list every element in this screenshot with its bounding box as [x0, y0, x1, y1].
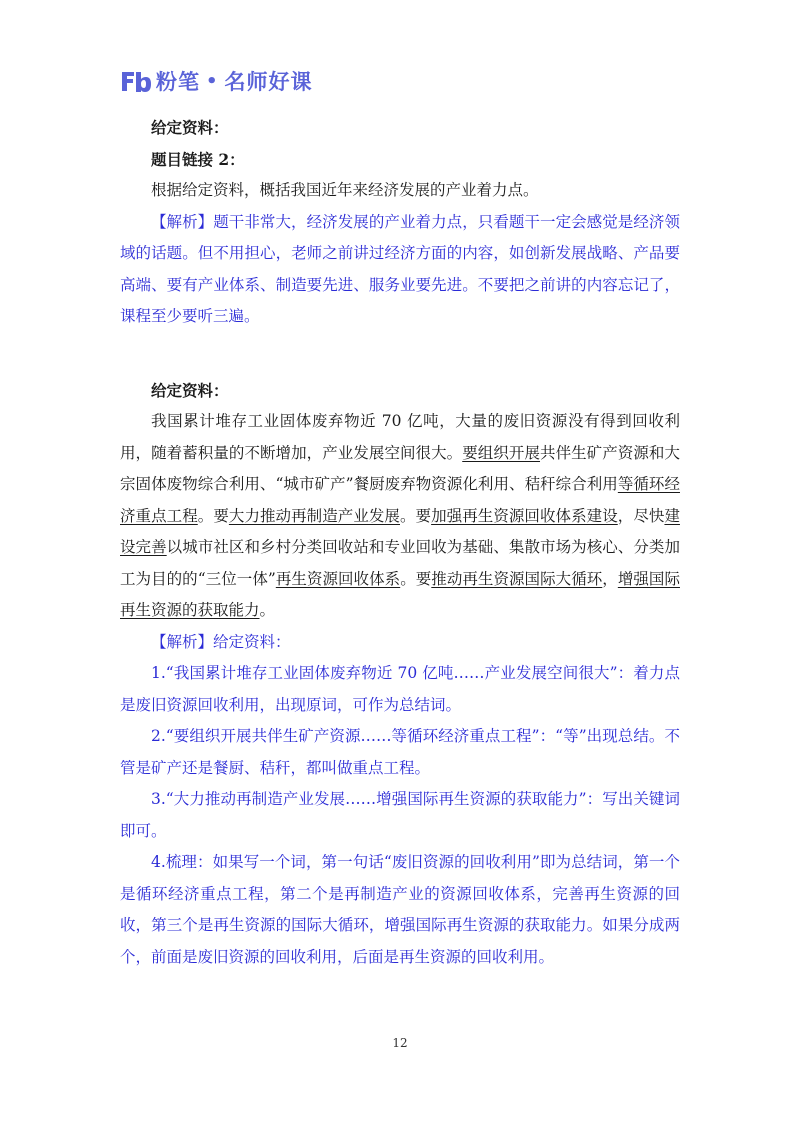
material-text: 我国累计堆存工业固体废弃物近 70 亿吨，大量的废旧资源没有得到回收利用，随着蓄积量的不断增加，产业发展空间很大。 — [120, 412, 680, 462]
analysis-point: 2.“要组织开展共伴生矿产资源……等循环经济重点工程”：“等”出现总结。不管是矿产还是餐厨、秸秆，都叫做重点工程。 — [120, 727, 680, 777]
underlined-phrase: 加强再生资源回收体系建设 — [431, 506, 618, 525]
underlined-phrase: 要组织开展 — [462, 443, 541, 462]
material-text: ，尽快 — [617, 506, 665, 525]
material-text: 共伴生矿产资源和大宗固体废物综合利用、“城市矿产”餐厨废弃物资源化利用、秸秆综合利用 — [120, 443, 680, 493]
material-text: 。要 — [400, 569, 432, 588]
analysis-text: 题干非常大，经济发展的产业着力点，只看题干一定会感觉是经济领域的话题。但不用担心，老师之前讲过经济方面的内容，如创新发展战略、产品要高端、要有产业体系、制造要先进、服务业要先进。不要把之前讲的内容忘记了，课程至少要听三遍。 — [120, 212, 680, 325]
underlined-phrase: 大力推动再制造产业发展 — [228, 506, 400, 525]
page-number: 12 — [392, 1036, 408, 1050]
material-text: 。要 — [197, 506, 229, 525]
material-text: 。 — [259, 601, 276, 619]
logo-slogan: 名师好课 — [224, 70, 313, 94]
logo-dot: • — [206, 70, 219, 92]
analysis-point: 3.“大力推动再制造产业发展……增强国际再生资源的获取能力”：写出关键词即可。 — [120, 790, 680, 840]
analysis-intro: 【解析】给定资料： — [151, 632, 291, 651]
question-label: 题目链接 2： — [151, 149, 245, 169]
material-text: ， — [602, 569, 618, 588]
section2-heading: 给定资料： — [151, 380, 229, 400]
analysis-point: 1.“我国累计堆存工业固体废弃物近 70 亿吨……产业发展空间很大”：着力点是废旧资源回收利用，出现原词，可作为总结词。 — [120, 664, 680, 714]
analysis-point: 4.梳理：如果写一个词，第一句话“废旧资源的回收利用”即为总结词，第一个是循环经济重点工程，第二个是再制造产业的资源回收体系，完善再生资源的回收，第三个是再生资源的国际大循环，增强国际再生资源的获取能力。如果分成两个，前面是废旧资源的回收利用，后面是再生资源的回收利用。 — [120, 853, 680, 966]
underlined-phrase: 再生资源回收体系 — [275, 569, 401, 588]
analysis-paragraph — [120, 207, 680, 333]
underlined-phrase: 增强国际再生资源的获取能力 — [120, 569, 680, 619]
material-text: 以城市社区和乡村分类回收站和专业回收为基础、集散市场为核心、分类加工为目的的“三位一体” — [120, 538, 680, 588]
underlined-phrase: 建设完善 — [120, 506, 680, 556]
material-paragraph — [120, 406, 680, 627]
question-text: 根据给定资料，概括我国近年来经济发展的产业着力点。 — [151, 181, 539, 199]
fenbi-logo-icon — [120, 68, 152, 94]
section-gap — [120, 333, 680, 375]
brand-logo — [120, 66, 313, 96]
underlined-phrase: 等循环经济重点工程 — [120, 475, 680, 525]
material-text: 。要 — [400, 506, 432, 525]
logo-text: 粉笔 — [156, 70, 200, 94]
underlined-phrase: 推动再生资源国际大循环 — [431, 569, 603, 588]
document-body — [120, 112, 680, 973]
analysis-tag: 【解析】 — [151, 212, 214, 231]
section1-heading: 给定资料： — [151, 118, 229, 137]
